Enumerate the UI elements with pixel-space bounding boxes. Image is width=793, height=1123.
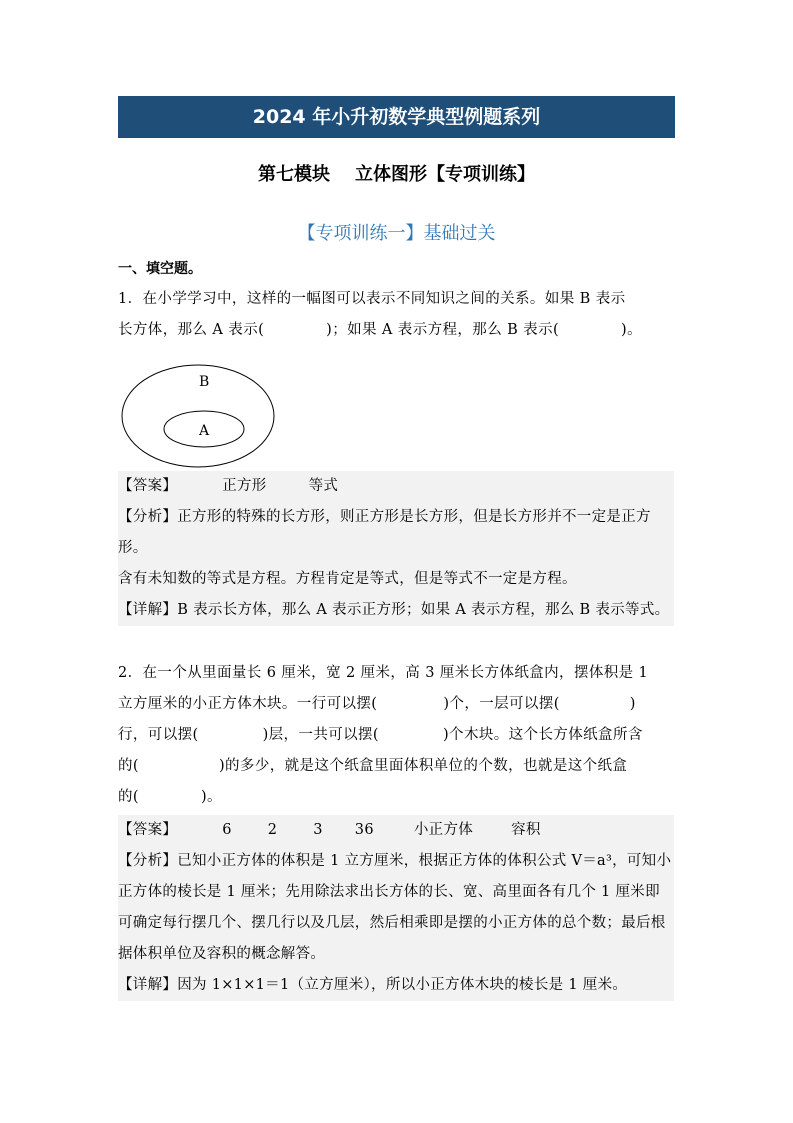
answer-block-1 [118, 471, 674, 626]
outer-label: B [199, 374, 210, 390]
module-title: 第七模块 立体图形【专项训练】 [257, 164, 536, 185]
analysis: 【分析】正方形的特殊的长方形，则正方形是长方形，但是长方形并不一定是正方形。 [118, 509, 651, 556]
question-2-line-1: 2．在一个从里面量长 6 厘米，宽 2 厘米，高 3 厘米长方体纸盒内，摆体积是 1 [118, 665, 649, 681]
question-2 [118, 658, 674, 813]
inner-label: A [199, 423, 210, 439]
question-1-line-1: 1．在小学学习中，这样的一幅图可以表示不同知识之间的关系。如果 B 表示 [118, 291, 626, 307]
detail: 【详解】因为 1×1×1＝1（立方厘米），所以小正方体木块的棱长是 1 厘米。 [118, 977, 628, 993]
answer-1: 6 [222, 822, 232, 838]
answer-2: 2 [267, 822, 278, 838]
question-2-line-4: 的( )的多少，就是这个纸盒里面体积单位的个数，也就是这个纸盒 [118, 758, 628, 774]
answer-3: 3 [313, 822, 323, 838]
answer-6: 容积 [511, 822, 541, 838]
section-title: 【专项训练一】基础过关 [297, 223, 496, 244]
answer-1: 正方形 [222, 478, 267, 494]
analysis-2: 含有未知数的等式是方程。方程肯定是等式，但是等式不一定是方程。 [118, 571, 577, 587]
question-2-line-3: 行，可以摆( )层，一共可以摆( )个木块。这个长方体纸盒所含 [118, 727, 643, 743]
detail: 【详解】B 表示长方体，那么 A 表示正方形；如果 A 表示方程，那么 B 表示等式。 [118, 602, 670, 618]
question-2-line-5: 的( )。 [118, 789, 222, 805]
answer-block-2 [118, 815, 674, 1001]
answer-2: 等式 [308, 478, 339, 494]
analysis: 【分析】已知小正方体的体积是 1 立方厘米，根据正方体的体积公式 V＝a³，可知小正方体的棱长是 1 厘米；先用除法求出长方体的长、宽、高里面各有几个 1 厘米即可确定每行摆几个、摆几行以及几层，然后相乘即是摆的小正方体的总个数；最后根据体积单位及容积的概念解答。 [118, 853, 672, 962]
answer-5: 小正方体 [413, 822, 474, 838]
banner-title: 2024 年小升初数学典型例题系列 [118, 96, 675, 138]
answer-row: 【答案】 6 2 3 36 小正方体 容积 [118, 822, 541, 838]
answer-4: 36 [354, 822, 374, 838]
question-1 [118, 284, 674, 346]
question-1-line-2: 长方体，那么 A 表示( )；如果 A 表示方程，那么 B 表示( )。 [118, 322, 643, 338]
answer-row: 【答案】 正方形 等式 [118, 478, 339, 494]
outer-ellipse [122, 365, 274, 467]
part-title: 一、填空题。 [118, 261, 202, 277]
question-2-line-2: 立方厘米的小正方体木块。一行可以摆( )个，一层可以摆( ) [118, 696, 636, 712]
venn-diagram [118, 360, 283, 472]
